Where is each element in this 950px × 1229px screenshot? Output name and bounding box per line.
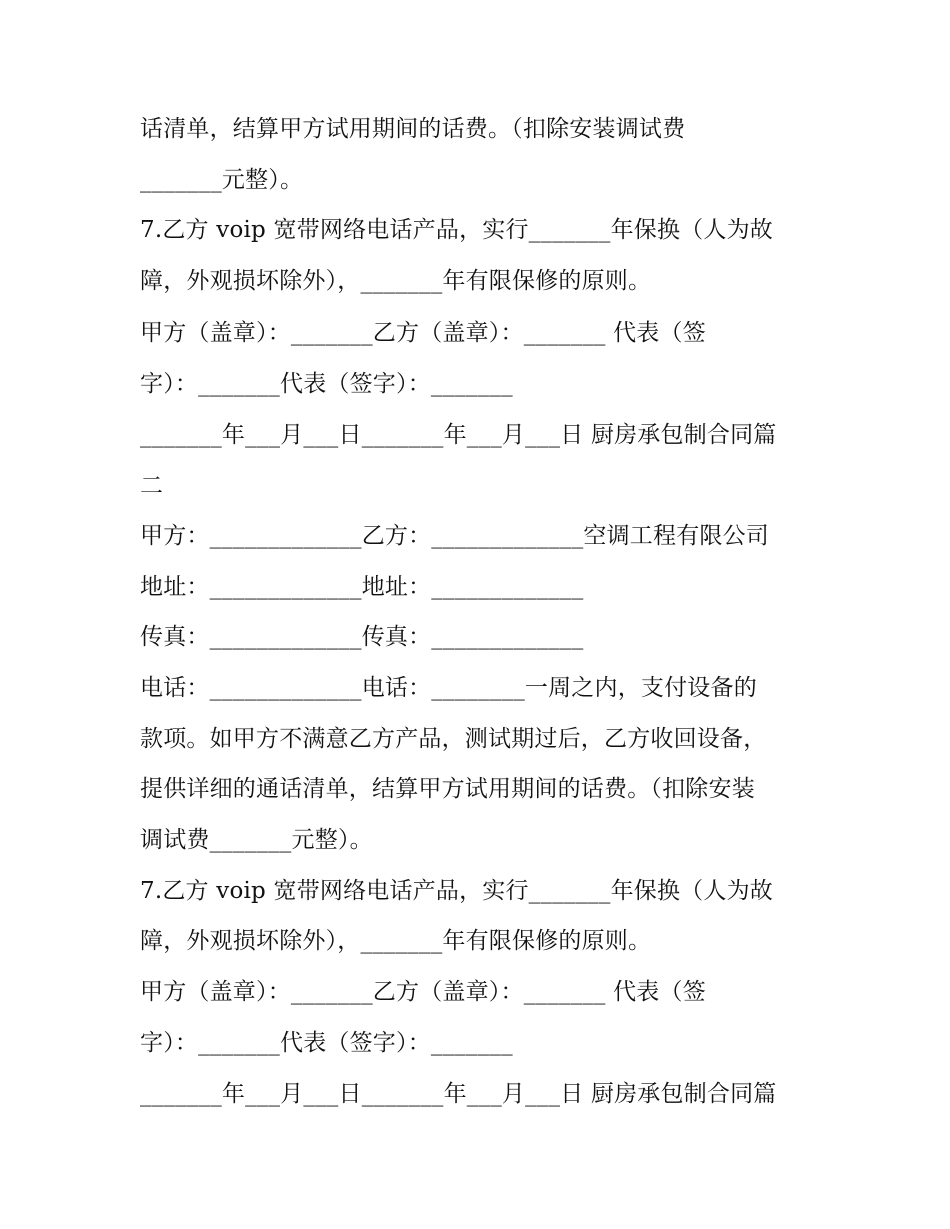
text-line: 款项。如甲方不满意乙方产品，测试期过后，乙方收回设备， [140,726,767,752]
text-line: 障，外观损坏除外），_______年有限保修的原则。 [140,268,652,294]
text-line: _______元整）。 [140,167,304,193]
text-line: 传真：_____________传真：_____________ [140,624,584,650]
text-line: 调试费_______元整）。 [140,827,373,853]
text-line: 障，外观损坏除外），_______年有限保修的原则。 [140,928,652,954]
text-line: 字）：_______代表（签字）：_______ [140,371,513,397]
text-line: 提供详细的通话清单，结算甲方试用期间的话费。（扣除安装 [140,776,755,802]
text-line: 二 [140,473,164,499]
text-line: 地址：_____________地址：_____________ [140,574,584,600]
text-line: 甲方：_____________乙方：_____________空调工程有限公司 [140,523,769,549]
text-line: 话清单，结算甲方试用期间的话费。（扣除安装调试费 [140,116,686,142]
text-line: _______年___月___日_______年___月___日 厨房承包制合同篇 [140,1081,777,1107]
text-line: _______年___月___日_______年___月___日 厨房承包制合同篇 [140,422,777,448]
text-line: 甲方（盖章）：_______乙方（盖章）：_______ 代表（签 [140,979,706,1005]
text-line: 7.乙方 voip 宽带网络电话产品，实行_______年保换（人为故 [140,217,773,243]
text-line: 甲方（盖章）：_______乙方（盖章）：_______ 代表（签 [140,320,706,346]
text-line: 7.乙方 voip 宽带网络电话产品，实行_______年保换（人为故 [140,878,773,904]
text-line: 字）：_______代表（签字）：_______ [140,1030,513,1056]
text-line: 电话：_____________电话：________一周之内，支付设备的 [140,675,757,701]
